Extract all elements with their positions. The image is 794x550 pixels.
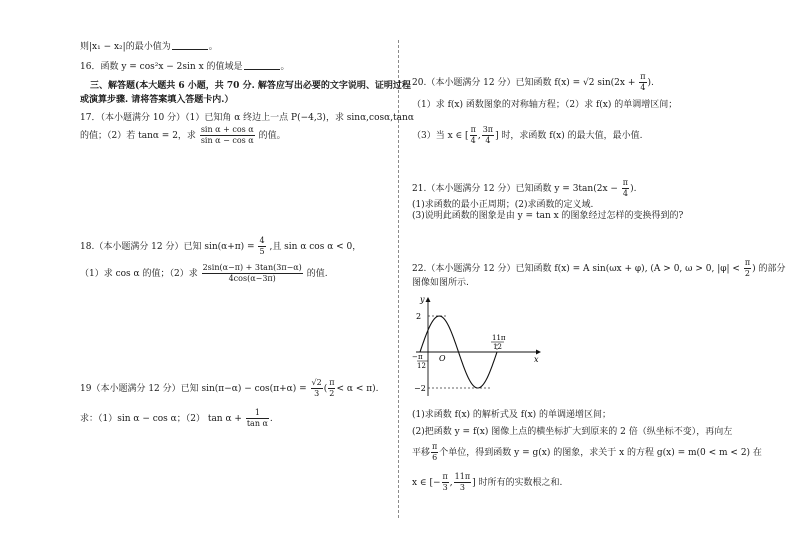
q19-den: 3	[314, 389, 320, 398]
function-graph	[412, 292, 542, 400]
origin-label: O	[439, 354, 446, 363]
q20-den: 4	[640, 83, 646, 92]
q17-den: sin α − cos α	[200, 136, 254, 145]
q18b-pre: （1）求 cos α 的值；（2）求	[80, 269, 198, 279]
q15-tail	[80, 41, 218, 53]
x-tick-right-den: 12	[493, 343, 502, 351]
question-21-line1	[412, 178, 636, 199]
q21-num: π	[622, 178, 629, 187]
question-17-line2	[80, 125, 286, 146]
q22-post: ) 的部分	[752, 264, 786, 274]
q22f-n1: π	[442, 472, 448, 481]
q20c-fraction-1	[470, 125, 477, 146]
question-20-line2: （1）求 f(x) 函数图象的对称轴方程；（2）求 f(x) 的单调增区间；	[412, 100, 678, 110]
q22f-post: ] 时所有的实数根之和.	[472, 478, 563, 488]
question-20-line1	[412, 72, 654, 93]
question-18-line2	[80, 263, 328, 284]
q21-den: 4	[622, 189, 628, 198]
q17-num: sin α + cos α	[200, 125, 254, 134]
q21-pre: 21.（本小题满分 12 分）已知函数 y = 3tan(2x −	[412, 184, 618, 194]
x-tick-left-sign: −	[412, 353, 418, 361]
q22f-pre: x ∈ [−	[412, 478, 441, 488]
q20-pre: 20.（本小题满分 12 分）已知函数 f(x) = √2 sin(2x +	[412, 78, 636, 88]
x-tick-left-den: 12	[417, 362, 426, 370]
q18-post: ,且 sin α cos α < 0，	[269, 242, 362, 252]
q22-pre: 22.（本小题满分 12 分）已知函数 f(x) = A sin(ωx + φ), (A > 0, ω > 0, |φ| <	[412, 264, 740, 274]
q17-pre: 的值；（2）若 tanα = 2，求	[80, 131, 196, 141]
q19-num: √2	[311, 378, 322, 387]
q22f-n2: 11π	[454, 472, 471, 481]
q20c-n1: π	[470, 125, 476, 134]
y-axis-label: y	[420, 295, 425, 304]
q20c-post: ] 时，求函数 f(x) 的最大值，最小值.	[495, 131, 643, 141]
question-22-line5	[412, 442, 762, 463]
q18b-num: 2sin(α−π) + 3tan(3π−α)	[202, 263, 302, 272]
y-axis-arrow	[426, 297, 431, 302]
question-22-line4: (2)把函数 y = f(x) 图像上点的横坐标扩大到原来的 2 倍（纵坐标不变），再向左	[412, 427, 733, 437]
q17-post: 的值。	[258, 131, 286, 141]
q22e-fraction	[431, 442, 438, 463]
question-16	[80, 61, 290, 73]
question-17-line1: 17．（本小题满分 10 分）（1）已知角 α 终边上一点 P(−4,3)，求 sinα,cosα,tanα	[80, 113, 414, 123]
question-21-line2: (1)求函数的最小正周期；(2)求函数的定义域.	[412, 200, 594, 210]
q22f-d1: 3	[442, 483, 448, 492]
q22f-fraction-1	[442, 472, 449, 493]
question-20-line3: （3）当 x ∈ [ $\frac{\pi}{4}$ , $\frac{3\pi}{4}$ ] 时，求函数 f(x) 的最大值，最小值.	[412, 125, 643, 145]
question-19-line2	[80, 408, 273, 429]
q22-fraction	[744, 258, 751, 279]
x-axis-arrow	[536, 350, 541, 355]
x-tick-right-num: 11π	[492, 334, 506, 342]
q22e-post: 个单位，得到函数 y = g(x) 的图象，求关于 x 的方程 g(x) = m(0 < m < 2) 在	[439, 448, 762, 458]
question-22-line3: (1)求函数 f(x) 的解析式及 f(x) 的单调递增区间；	[412, 410, 612, 420]
column-divider	[398, 40, 399, 518]
q22e-num: π	[432, 442, 438, 451]
q18-num: 4	[259, 236, 265, 245]
q18-fraction	[258, 236, 265, 257]
q22f-d2: 3	[459, 483, 465, 492]
section-3-header: 三、解答题(本大题共 6 小题，共 70 分. 解答应写出必要的文字说明、证明过程	[90, 81, 411, 91]
q18b-fraction	[202, 263, 303, 284]
q15-end: 。	[208, 42, 218, 52]
answer-blank	[244, 61, 280, 70]
q19b-num: 1	[246, 408, 269, 419]
q19b-post: .	[269, 414, 273, 424]
q19b-den: tan α	[246, 419, 268, 428]
q18b-den: 4cos(α−3π)	[228, 274, 276, 283]
question-22-line2: 图像如图所示.	[412, 278, 469, 288]
q18-den: 5	[259, 247, 265, 256]
q18-pre: 18.（本小题满分 12 分）已知 sin(α+π) =	[80, 242, 255, 252]
q20-post: ).	[647, 78, 654, 88]
q22-num: π	[744, 258, 751, 267]
q19b-fraction	[246, 408, 269, 429]
q20c-fraction-2	[482, 125, 494, 146]
q19-fraction-2	[328, 378, 335, 399]
q19-den2: 2	[329, 389, 335, 398]
y-tick-top: 2	[416, 312, 422, 321]
question-18-line1	[80, 236, 361, 257]
q16-text: 16．函数 y = cos²x − 2sin x 的值域是	[80, 62, 243, 72]
q19-pre: 19（本小题满分 12 分）已知 sin(π−α) − cos(π+α) =	[80, 384, 307, 394]
question-21-line3: (3)说明此函数的图象是由 y = tan x 的图象经过怎样的变换得到的?	[412, 211, 684, 221]
q21-post: ).	[630, 184, 637, 194]
x-axis-label: x	[534, 355, 539, 364]
q22f-fraction-2	[454, 472, 471, 493]
q22e-pre: 平移	[412, 448, 431, 458]
q21-fraction	[622, 178, 629, 199]
q20c-pre: （3）当 x ∈ [	[412, 131, 469, 141]
q16-end: 。	[280, 62, 290, 72]
q20-num: π	[640, 72, 646, 81]
q22e-den: 6	[432, 453, 438, 462]
q20-fraction	[639, 72, 646, 93]
question-22-line6: x ∈ [− $\frac{\pi}{3}$ , $\frac{11\pi}{3}$ ] 时所有的实数根之和.	[412, 472, 563, 492]
q22-den: 2	[744, 269, 751, 278]
q19-post: < α < π).	[336, 384, 379, 394]
q19b-pre: 求：（1）sin α − cos α；（2） tan α +	[80, 414, 242, 424]
q19-fraction	[311, 378, 323, 399]
q19-num2: π	[329, 378, 335, 387]
q18b-post: 的值.	[306, 269, 328, 279]
q20c-d1: 4	[470, 136, 476, 145]
q19-mid: (	[323, 384, 328, 394]
question-22-line1	[412, 258, 785, 279]
y-tick-bottom: −2	[414, 384, 426, 393]
question-19-line1	[80, 378, 379, 399]
answer-blank	[172, 41, 208, 50]
q20c-n2: 3π	[482, 125, 494, 134]
q17-fraction	[200, 125, 255, 146]
q20c-d2: 4	[485, 136, 491, 145]
section-3-header-cont: 或演算步骤. 请将答案填入答题卡内.）	[80, 95, 234, 105]
q15-text: 则|x₁ − x₂|的最小值为	[80, 42, 171, 52]
x-tick-left-num: π	[418, 353, 423, 361]
